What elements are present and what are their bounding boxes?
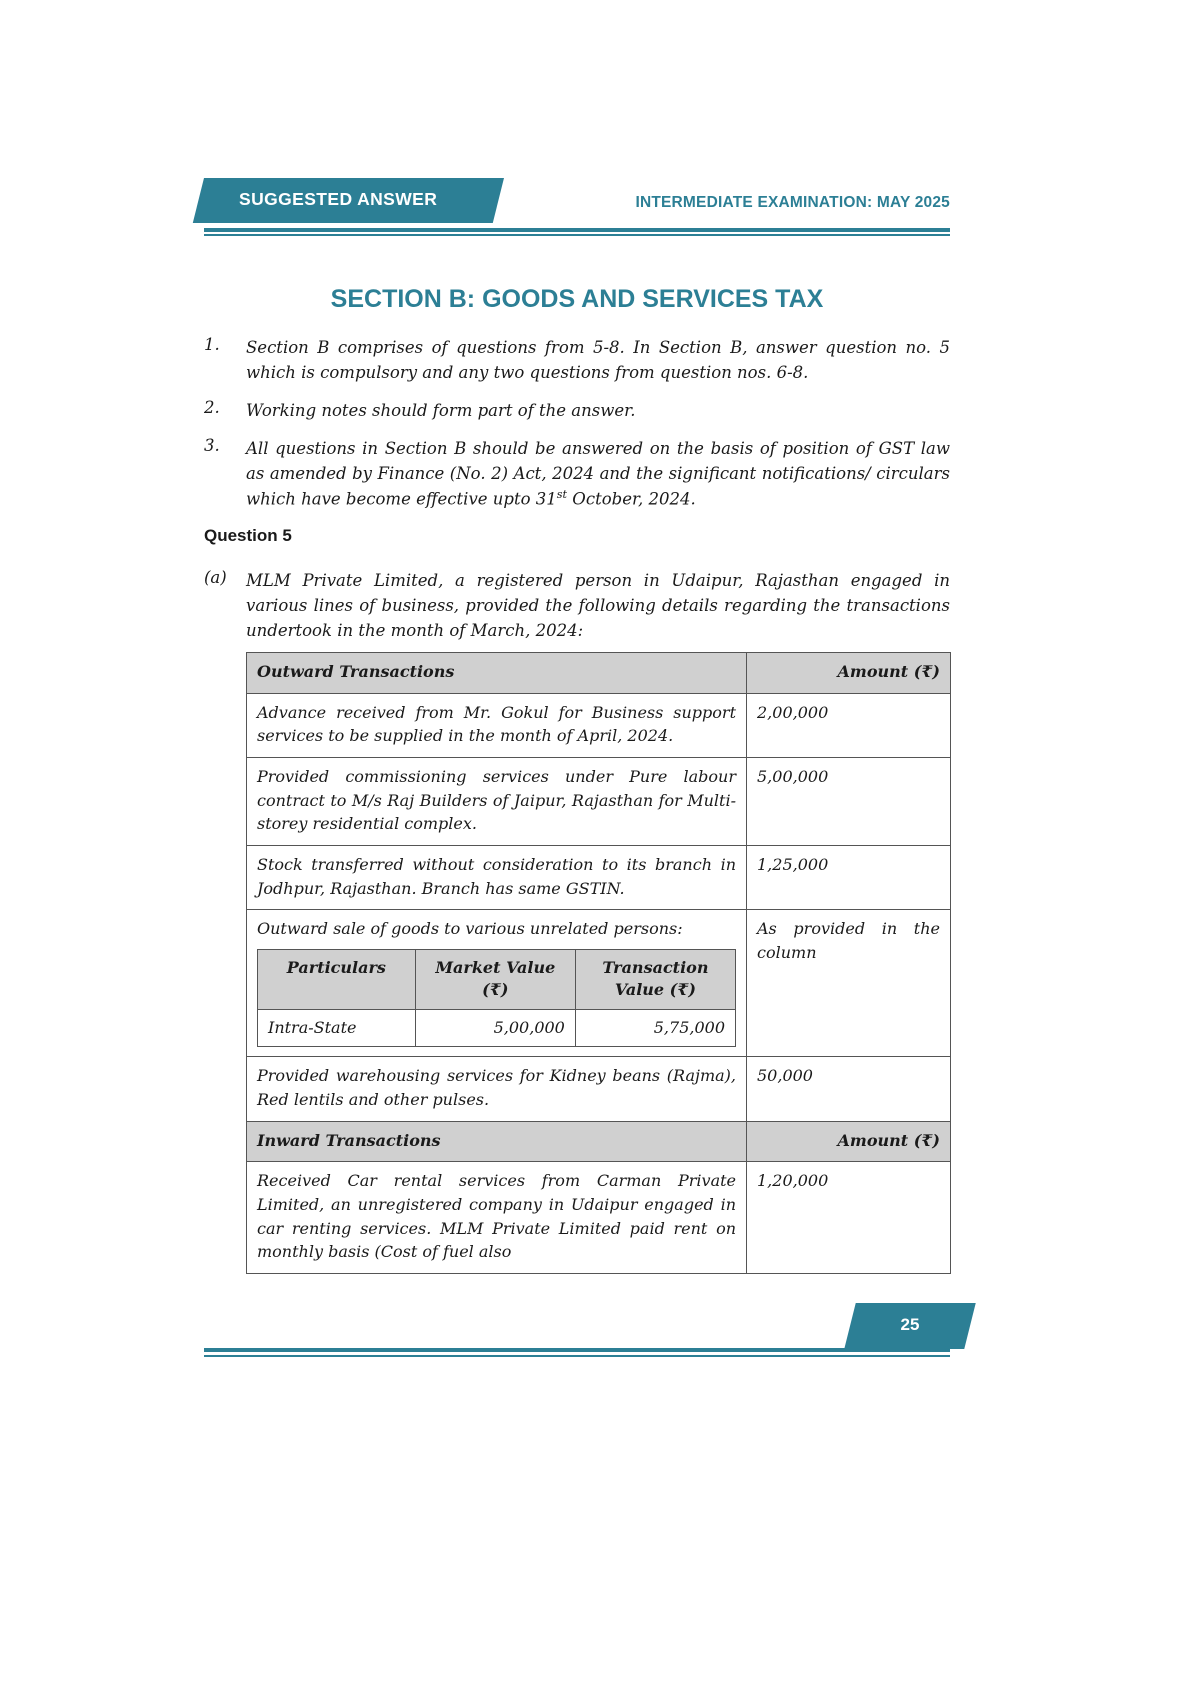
instruction-text: Section B comprises of questions from 5-8. In Section B, answer question no. 5 which is compulsory and any two questions from question nos. 6-8. bbox=[246, 338, 950, 383]
transactions-table bbox=[246, 652, 951, 1274]
question-part-text: MLM Private Limited, a registered person in Udaipur, Rajasthan engaged in various lines of business, provided the following details regarding the transactions undertook in the month of March, 2024: bbox=[246, 571, 950, 641]
particulars-table bbox=[257, 949, 736, 1047]
list-item bbox=[204, 335, 950, 385]
table-row bbox=[247, 846, 951, 910]
instruction-text-part2: October, 2024. bbox=[567, 489, 696, 509]
nested-cell-particulars: Intra-State bbox=[258, 1009, 416, 1046]
page-header bbox=[204, 178, 950, 240]
instructions-list bbox=[204, 335, 950, 525]
instruction-number: 1. bbox=[204, 335, 220, 354]
instruction-number: 3. bbox=[204, 436, 220, 456]
outward-header-cell: Outward Transactions bbox=[247, 653, 747, 694]
instruction-text-part1: All questions in Section B should be answered on the basis of position of GST law as amended by Finance (No. 2) Act, 2024 and the significant notifications/ circulars which have become effective upto 31 bbox=[246, 439, 950, 509]
transaction-description: Provided warehousing services for Kidney beans (Rajma), Red lentils and other pulses. bbox=[247, 1057, 747, 1121]
nested-col-market-value: Market Value (₹) bbox=[415, 950, 575, 1010]
table-row bbox=[247, 1162, 951, 1274]
transaction-description: Received Car rental services from Carman Private Limited, an unregistered company in Udaipur engaged in car renting services. MLM Private Limited paid rent on monthly basis (Cost of fuel also bbox=[247, 1162, 747, 1274]
nested-row-intro: Outward sale of goods to various unrelated persons: bbox=[257, 919, 683, 939]
list-item bbox=[204, 436, 950, 512]
table-row bbox=[247, 693, 951, 757]
question-heading: Question 5 bbox=[204, 526, 292, 545]
transaction-amount: 50,000 bbox=[747, 1057, 951, 1121]
transaction-description: Provided commissioning services under Pure labour contract to M/s Raj Builders of Jaipur, Rajasthan for Multi-storey residential complex. bbox=[247, 758, 747, 846]
table-row bbox=[258, 950, 736, 1010]
instruction-superscript: st bbox=[556, 488, 568, 502]
transaction-amount: 1,20,000 bbox=[747, 1162, 951, 1274]
table-row bbox=[247, 653, 951, 694]
transactions-table-wrapper bbox=[246, 652, 950, 1274]
instruction-text: Working notes should form part of the answer. bbox=[246, 401, 636, 421]
nested-cell-market-value: 5,00,000 bbox=[415, 1009, 575, 1046]
transaction-amount: 5,00,000 bbox=[747, 758, 951, 846]
instruction-text bbox=[246, 436, 950, 512]
table-row bbox=[247, 758, 951, 846]
table-row-nested bbox=[247, 910, 951, 1057]
header-rule-thin bbox=[204, 234, 950, 236]
page-number: 25 bbox=[900, 1315, 920, 1334]
nested-col-particulars: Particulars bbox=[258, 950, 416, 1010]
transaction-amount: 2,00,000 bbox=[747, 693, 951, 757]
page-title: SECTION B: GOODS AND SERVICES TAX bbox=[330, 285, 824, 313]
nested-cell-transaction-value: 5,75,000 bbox=[575, 1009, 735, 1046]
transaction-description: Stock transferred without consideration to its branch in Jodhpur, Rajasthan. Branch has same GSTIN. bbox=[247, 846, 747, 910]
suggested-answer-label: SUGGESTED ANSWER bbox=[239, 189, 438, 209]
transaction-amount: 1,25,000 bbox=[747, 846, 951, 910]
footer-rule-thick bbox=[204, 1348, 950, 1352]
transaction-description: Advance received from Mr. Gokul for Business support services to be supplied in the month of April, 2024. bbox=[247, 693, 747, 757]
outward-amount-header-cell: Amount (₹) bbox=[747, 653, 951, 694]
table-row bbox=[247, 1057, 951, 1121]
nested-col-transaction-value: Transaction Value (₹) bbox=[575, 950, 735, 1010]
transaction-amount: As provided in the column bbox=[747, 910, 951, 1057]
inward-header-cell: Inward Transactions bbox=[247, 1121, 747, 1162]
table-row bbox=[258, 1009, 736, 1046]
transaction-description-nested bbox=[247, 910, 747, 1057]
footer-rule-thin bbox=[204, 1355, 950, 1357]
question-part-a bbox=[204, 568, 950, 643]
instruction-number: 2. bbox=[204, 398, 220, 418]
header-rule-thick bbox=[204, 228, 950, 232]
exam-label: INTERMEDIATE EXAMINATION: MAY 2025 bbox=[635, 194, 950, 211]
table-row bbox=[247, 1121, 951, 1162]
inward-amount-header-cell: Amount (₹) bbox=[747, 1121, 951, 1162]
question-part-label: (a) bbox=[204, 568, 227, 587]
list-item bbox=[204, 398, 950, 423]
